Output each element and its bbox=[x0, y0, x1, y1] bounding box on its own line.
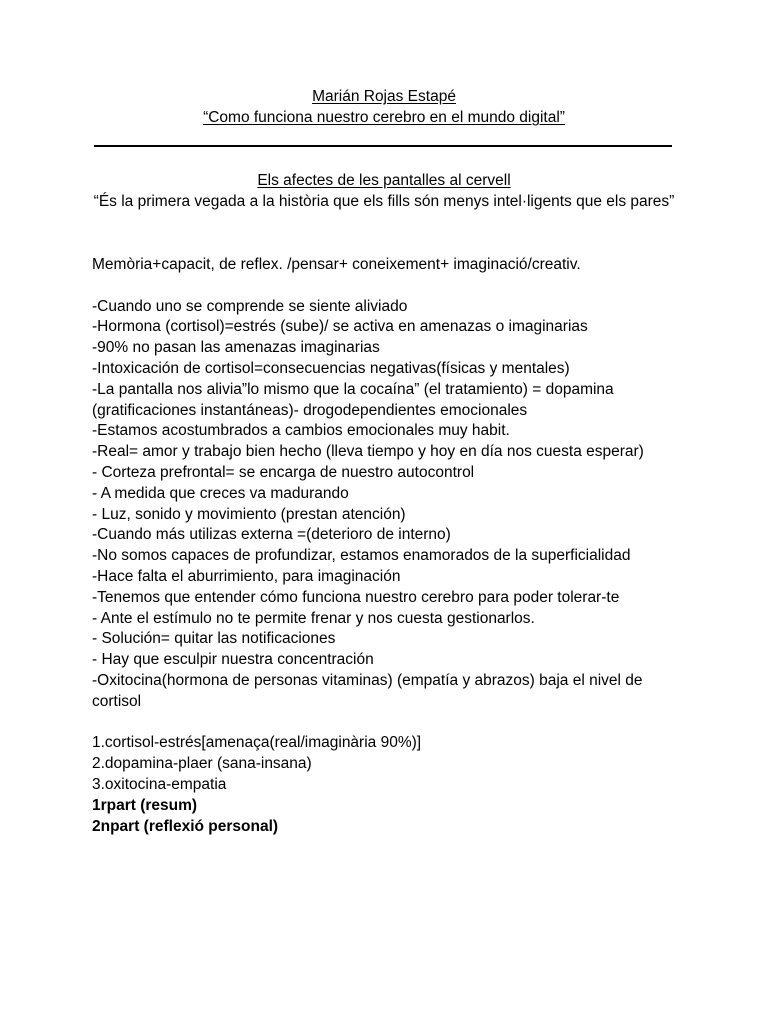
part-label: 1rpart (resum) bbox=[92, 796, 198, 814]
paragraph-gap bbox=[92, 713, 682, 734]
note-item: - Corteza prefrontal= se encarga de nuestro autocontrol bbox=[92, 463, 475, 481]
section-heading bbox=[84, 170, 684, 212]
note-item: - Luz, sonido y movimiento (prestan atención) bbox=[92, 505, 406, 523]
note-item: - Solución= quitar las notificaciones bbox=[92, 630, 336, 648]
paragraph-gap bbox=[92, 276, 682, 297]
note-item: -Tenemos que entender cómo funciona nuestro cerebro para poder tolerar-te bbox=[92, 588, 620, 606]
document-body bbox=[92, 255, 682, 837]
note-item: -Estamos acostumbrados a cambios emocionales muy habit. bbox=[92, 422, 510, 440]
note-item: - Hay que esculpir nuestra concentración bbox=[92, 651, 374, 669]
note-item: -Oxitocina(hormona de personas vitaminas) (empatía y abrazos) baja el nivel de cortisol bbox=[92, 671, 643, 710]
section-title: Els afectes de les pantalles al cervell bbox=[257, 172, 511, 189]
note-item: -Cuando uno se comprende se siente aliviado bbox=[92, 297, 408, 315]
note-item: -Intoxicación de cortisol=consecuencias negativas(físicas y mentales) bbox=[92, 359, 570, 377]
book-title: “Como funciona nuestro cerebro en el mundo digital” bbox=[203, 109, 565, 126]
note-item: -Hace falta el aburrimiento, para imaginación bbox=[92, 567, 401, 585]
section-quote: “És la primera vegada a la història que els fills són menys intel·ligents que els pares” bbox=[93, 193, 675, 210]
summary-item: 1.cortisol-estrés[amenaça(real/imaginària 90%)] bbox=[92, 734, 422, 752]
note-item: -Cuando más utilizas externa =(deterioro de interno) bbox=[92, 526, 451, 544]
note-item: - A medida que creces va madurando bbox=[92, 484, 349, 502]
horizontal-divider bbox=[94, 145, 672, 147]
part-label: 2npart (reflexió personal) bbox=[92, 817, 279, 835]
note-item: - Ante el estímulo no te permite frenar y nos cuesta gestionarlos. bbox=[92, 609, 535, 627]
note-item: -90% no pasan las amenazas imaginarias bbox=[92, 339, 380, 357]
summary-item: 2.dopamina-plaer (sana-insana) bbox=[92, 755, 312, 773]
note-item: -La pantalla nos alivia”lo mismo que la cocaína” (el tratamiento) = dopamina (gratificaciones instantáneas)- drogodependientes emocionales bbox=[92, 380, 614, 419]
intro-line: Memòria+capacit, de reflex. /pensar+ coneixement+ imaginació/creativ. bbox=[92, 256, 581, 273]
document-header bbox=[0, 86, 768, 128]
note-item: -Real= amor y trabajo bien hecho (lleva tiempo y hoy en día nos cuesta esperar) bbox=[92, 443, 644, 461]
note-item: -Hormona (cortisol)=estrés (sube)/ se activa en amenazas o imaginarias bbox=[92, 318, 588, 336]
note-item: -No somos capaces de profundizar, estamos enamorados de la superficialidad bbox=[92, 547, 631, 565]
summary-item: 3.oxitocina-empatia bbox=[92, 775, 227, 793]
author-name: Marián Rojas Estapé bbox=[312, 88, 456, 105]
